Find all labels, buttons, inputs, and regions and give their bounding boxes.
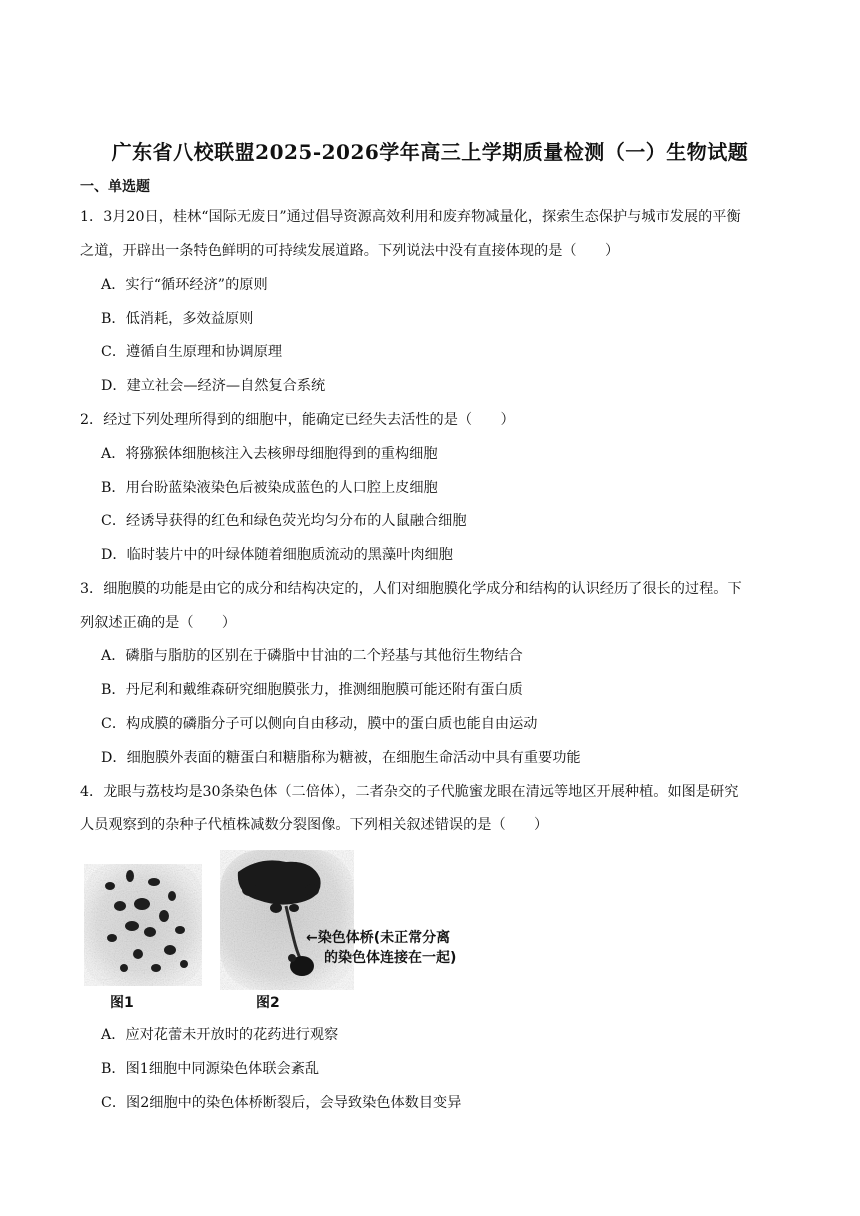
question-2-option-a: A．将猕猴体细胞核注入去核卵母细胞得到的重构细胞 bbox=[101, 446, 438, 462]
question-3-option-c: C．构成膜的磷脂分子可以侧向自由移动，膜中的蛋白质也能自由运动 bbox=[101, 716, 538, 732]
question-2-option-b: B．用台盼蓝染液染色后被染成蓝色的人口腔上皮细胞 bbox=[101, 480, 438, 496]
section-heading: 一、单选题 bbox=[80, 179, 150, 195]
figure-1-label: 图1 bbox=[110, 995, 134, 1011]
chromosome-bridge-annotation-line-1: ←染色体桥(未正常分离 bbox=[306, 930, 451, 946]
figure-1-cell bbox=[84, 864, 202, 986]
question-2-line-1: 2．经过下列处理所得到的细胞中，能确定已经失去活性的是（ ） bbox=[80, 412, 515, 428]
question-4-option-c: C．图2细胞中的染色体桥断裂后，会导致染色体数目变异 bbox=[101, 1095, 462, 1111]
question-4-option-b: B．图1细胞中同源染色体联会紊乱 bbox=[101, 1061, 320, 1077]
question-1-option-c: C．遵循自生原理和协调原理 bbox=[101, 344, 283, 360]
question-4-option-a: A．应对花蕾未开放时的花药进行观察 bbox=[101, 1027, 339, 1043]
question-3-option-b: B．丹尼利和戴维森研究细胞膜张力，推测细胞膜可能还附有蛋白质 bbox=[101, 682, 523, 698]
question-3-option-d: D．细胞膜外表面的糖蛋白和糖脂称为糖被，在细胞生命活动中具有重要功能 bbox=[101, 750, 581, 766]
question-3-line-1: 3．细胞膜的功能是由它的成分和结构决定的，人们对细胞膜化学成分和结构的认识经历了很长的过程。下 bbox=[80, 581, 742, 597]
question-2-option-c: C．经诱导获得的红色和绿色荧光均匀分布的人鼠融合细胞 bbox=[101, 513, 467, 529]
exam-title: 广东省八校联盟2025-2026学年高三上学期质量检测（一）生物试题 bbox=[111, 140, 749, 164]
chromosome-bridge-annotation-line-2: 的染色体连接在一起) bbox=[324, 950, 457, 966]
question-4-line-1: 4．龙眼与荔枝均是30条染色体（二倍体），二者杂交的子代脆蜜龙眼在清远等地区开展种植。如图是研究 bbox=[80, 784, 739, 800]
figure-2-label: 图2 bbox=[256, 995, 280, 1011]
question-1-line-2: 之道，开辟出一条特色鲜明的可持续发展道路。下列说法中没有直接体现的是（ ） bbox=[80, 243, 620, 259]
question-1-line-1: 1．3月20日，桂林“国际无废日”通过倡导资源高效利用和废弃物减量化，探索生态保护与城市发展的平衡 bbox=[80, 209, 741, 225]
question-3-option-a: A．磷脂与脂肪的区别在于磷脂中甘油的二个羟基与其他衍生物结合 bbox=[101, 648, 523, 664]
question-1-option-b: B．低消耗，多效益原则 bbox=[101, 311, 254, 327]
question-3-line-2: 列叙述正确的是（ ） bbox=[80, 615, 237, 631]
question-4-line-2: 人员观察到的杂种子代植株减数分裂图像。下列相关叙述错误的是（ ） bbox=[80, 817, 549, 833]
question-1-option-a: A．实行“循环经济”的原则 bbox=[101, 277, 268, 293]
micrograph-image bbox=[80, 846, 490, 996]
meiosis-micrograph-figure bbox=[80, 846, 490, 1016]
figure-2-cell bbox=[220, 850, 354, 990]
question-2-option-d: D．临时装片中的叶绿体随着细胞质流动的黑藻叶肉细胞 bbox=[101, 547, 453, 563]
question-1-option-d: D．建立社会—经济—自然复合系统 bbox=[101, 378, 326, 394]
